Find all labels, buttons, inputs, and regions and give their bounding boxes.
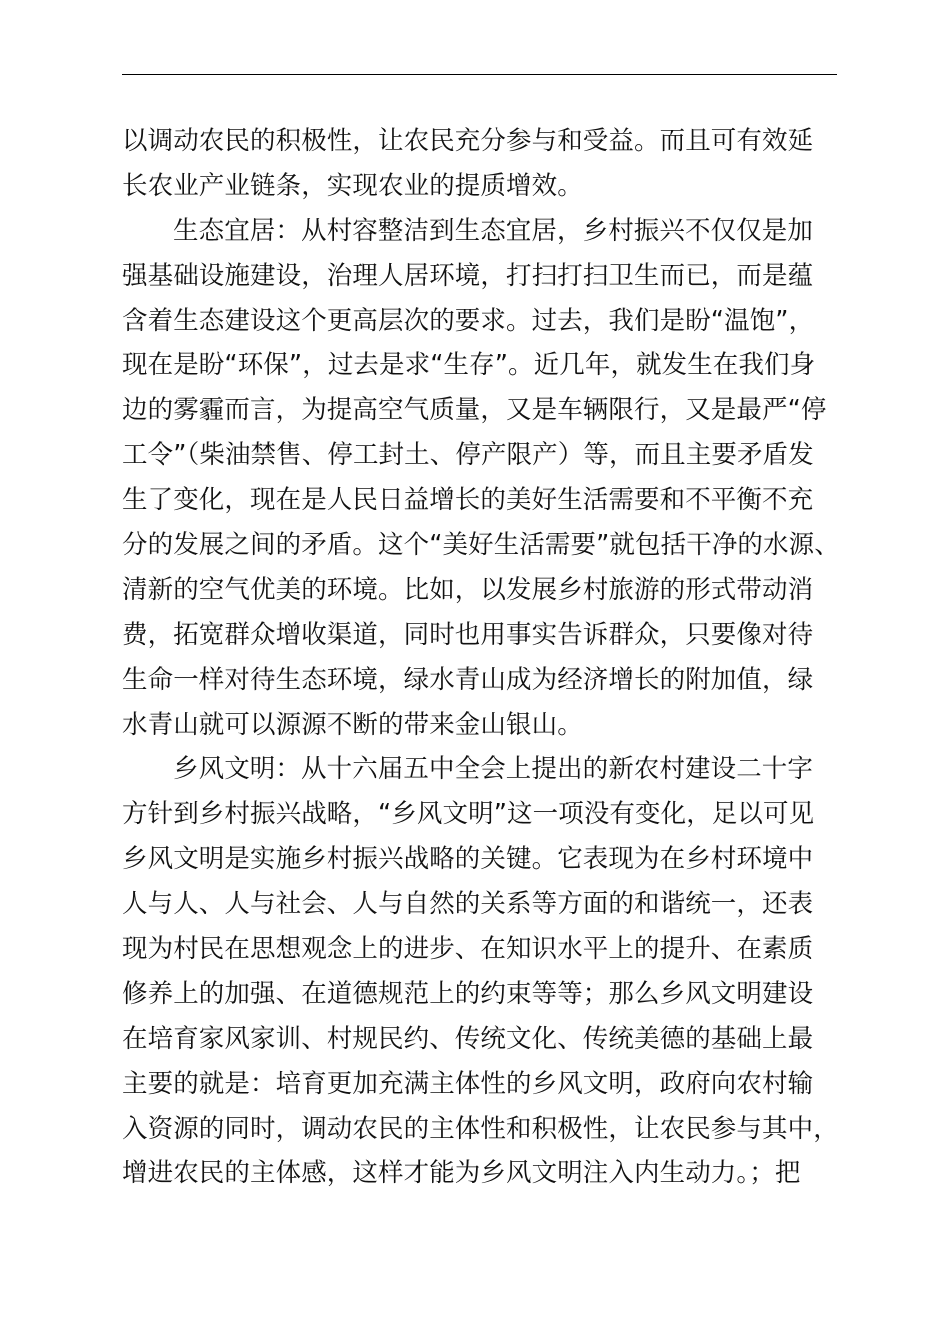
text-line: 工令”（柴油禁售、停工封土、停产限产）等，而且主要矛盾发 — [122, 440, 814, 471]
text-line: 水青山就可以源源不断的带来金山银山。 — [122, 709, 583, 740]
text-line: 现在是盼“环保”，过去是求“生存”。近几年，就发生在我们身 — [122, 350, 816, 381]
text-line: 在培育家风家训、村规民约、传统文化、传统美德的基础上最 — [122, 1023, 814, 1054]
text-line: 长农业产业链条，实现农业的提质增效。 — [122, 170, 583, 201]
text-line: 清新的空气优美的环境。比如，以发展乡村旅游的形式带动消 — [122, 574, 814, 605]
paragraph-start-eco-livable: 生态宜居：从村容整洁到生态宜居，乡村振兴不仅仅是加 — [173, 215, 814, 246]
document-body — [122, 119, 840, 1196]
text-line: 强基础设施建设，治理人居环境，打扫打扫卫生而已，而是蕴 — [122, 260, 814, 291]
text-line: 主要的就是：培育更加充满主体性的乡风文明，政府向农村输 — [122, 1068, 814, 1099]
text-line: 方针到乡村振兴战略，“乡风文明”这一项没有变化，足以可见 — [122, 799, 815, 830]
text-line: 修养上的加强、在道德规范上的约束等等；那么乡风文明建设 — [122, 978, 814, 1009]
text-line: 生命一样对待生态环境，绿水青山成为经济增长的附加值，绿 — [122, 664, 814, 695]
text-line: 以调动农民的积极性，让农民充分参与和受益。而且可有效延 — [122, 126, 814, 156]
text-line: 生了变化，现在是人民日益增长的美好生活需要和不平衡不充 — [122, 485, 814, 516]
paragraph-start-rural-civility: 乡风文明：从十六届五中全会上提出的新农村建设二十字 — [173, 754, 814, 785]
text-line: 入资源的同时，调动农民的主体性和积极性，让农民参与其中， — [122, 1113, 839, 1144]
text-line: 含着生态建设这个更高层次的要求。过去，我们是盼“温饱”， — [122, 305, 815, 336]
text-line: 人与人、人与社会、人与自然的关系等方面的和谐统一，还表 — [122, 889, 814, 920]
header-rule — [122, 74, 837, 75]
text-line: 现为村民在思想观念上的进步、在知识水平上的提升、在素质 — [122, 934, 814, 965]
text-line: 边的雾霾而言，为提高空气质量，又是车辆限行，又是最严“停 — [122, 395, 827, 426]
text-line: 费，拓宽群众增收渠道，同时也用事实告诉群众，只要像对待 — [122, 619, 814, 650]
text-line: 分的发展之间的矛盾。这个“美好生活需要”就包括干净的水源、 — [122, 530, 840, 561]
text-line: 乡风文明是实施乡村振兴战略的关键。它表现为在乡村环境中 — [122, 844, 814, 875]
text-line: 增进农民的主体感，这样才能为乡风文明注入内生动力。；把 — [122, 1158, 801, 1189]
